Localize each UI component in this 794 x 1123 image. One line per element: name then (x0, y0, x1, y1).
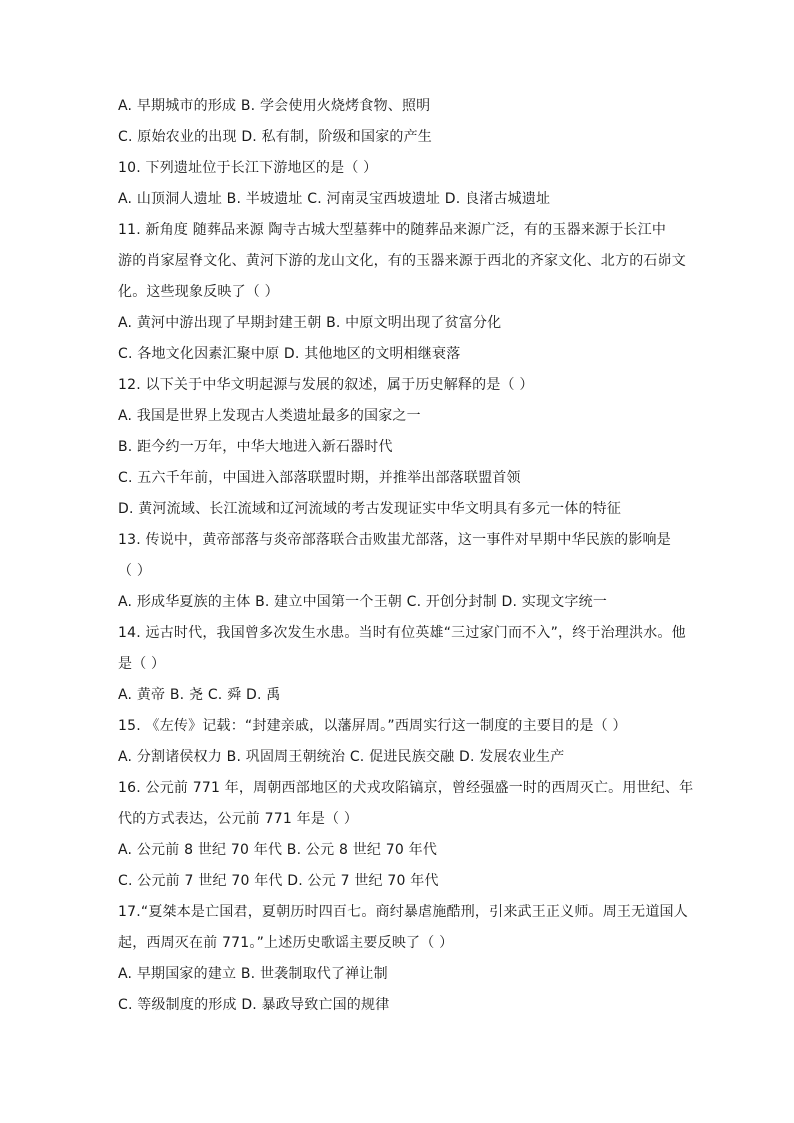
option-line-13: A. 形成华夏族的主体 B. 建立中国第一个王朝 C. 开创分封制 D. 实现文字统一 (118, 594, 608, 610)
question-11-line-1: 11. 新角度 随葬品来源 陶寺古城大型墓葬中的随葬品来源广泛，有的玉器来源于长江中 (118, 222, 667, 238)
question-17-line-1: 17.“夏桀本是亡国君，夏朝历时四百七。商纣暴虐施酷刑，引来武王正义师。周王无道国人 (118, 904, 688, 920)
question-16-line-1: 16. 公元前 771 年，周朝西部地区的犬戎攻陷镐京，曾经强盛一时的西周灭亡。用世纪、年 (118, 780, 694, 796)
option-line-16ab: A. 公元前 8 世纪 70 年代 B. 公元 8 世纪 70 年代 (118, 842, 438, 858)
option-line-15: A. 分割诸侯权力 B. 巩固周王朝统治 C. 促进民族交融 D. 发展农业生产 (118, 749, 565, 765)
question-14-line-2: 是（ ） (118, 656, 166, 672)
option-line-9cd: C. 原始农业的出现 D. 私有制，阶级和国家的产生 (118, 129, 433, 145)
option-line-17ab: A. 早期国家的建立 B. 世袭制取代了禅让制 (118, 966, 388, 982)
option-line-14: A. 黄帝 B. 尧 C. 舜 D. 禹 (118, 687, 281, 703)
question-13-line-1: 13. 传说中，黄帝部落与炎帝部落联合击败蚩尤部落，这一事件对早期中华民族的影响是 (118, 532, 671, 548)
question-15: 15. 《左传》记载：“封建亲戚，以藩屏周。”西周实行这一制度的主要目的是（ ） (118, 718, 627, 734)
option-12b: B. 距今约一万年，中华大地进入新石器时代 (118, 439, 393, 455)
question-11-line-3: 化。这些现象反映了（ ） (118, 284, 279, 300)
option-12d: D. 黄河流域、长江流域和辽河流域的考古发现证实中华文明具有多元一体的特征 (118, 501, 622, 517)
question-14-line-1: 14. 远古时代，我国曾多次发生水患。当时有位英雄“三过家门而不入”，终于治理洪水。他 (118, 625, 686, 641)
question-12: 12. 以下关于中华文明起源与发展的叙述，属于历史解释的是（ ） (118, 377, 534, 393)
option-12c: C. 五六千年前，中国进入部落联盟时期，并推举出部落联盟首领 (118, 470, 521, 486)
option-line-17cd: C. 等级制度的形成 D. 暴政导致亡国的规律 (118, 997, 390, 1013)
question-10: 10. 下列遗址位于长江下游地区的是（ ） (118, 160, 378, 176)
question-16-line-2: 代的方式表达，公元前 771 年是（ ） (118, 811, 359, 827)
option-line-11ab: A. 黄河中游出现了早期封建王朝 B. 中原文明出现了贫富分化 (118, 315, 502, 331)
exam-page (118, 96, 694, 1026)
option-line-10: A. 山顶洞人遗址 B. 半坡遗址 C. 河南灵宝西坡遗址 D. 良渚古城遗址 (118, 191, 551, 207)
option-line-9ab: A. 早期城市的形成 B. 学会使用火烧烤食物、照明 (118, 98, 431, 114)
option-12a: A. 我国是世界上发现古人类遗址最多的国家之一 (118, 408, 421, 424)
option-line-16cd: C. 公元前 7 世纪 70 年代 D. 公元 7 世纪 70 年代 (118, 873, 439, 889)
question-13-line-2: （ ） (118, 563, 152, 579)
question-17-line-2: 起，西周灭在前 771。”上述历史歌谣主要反映了（ ） (118, 935, 454, 951)
option-line-11cd: C. 各地文化因素汇聚中原 D. 其他地区的文明相继衰落 (118, 346, 461, 362)
question-11-line-2: 游的肖家屋脊文化、黄河下游的龙山文化，有的玉器来源于西北的齐家文化、北方的石峁文 (118, 253, 686, 269)
